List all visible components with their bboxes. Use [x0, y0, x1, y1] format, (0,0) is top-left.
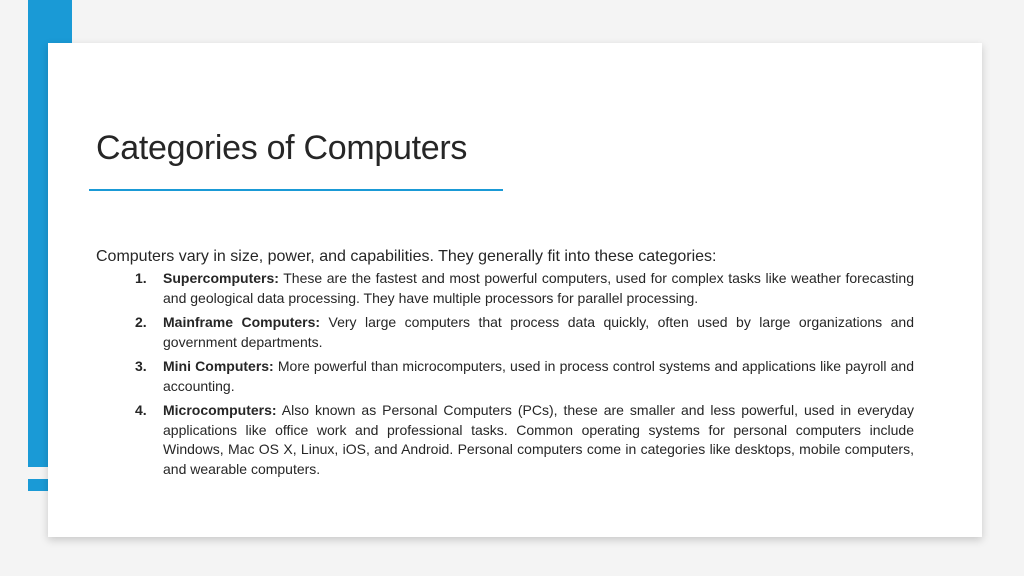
list-number: 1.: [135, 270, 147, 286]
list-description: These are the fastest and most powerful computers, used for complex tasks like weather forecasting and geological data processing. They have multiple processors for parallel processing.: [163, 270, 914, 306]
list-item: [96, 401, 914, 479]
list-item: [96, 269, 914, 308]
list-item: [96, 357, 914, 396]
slide-body: [96, 246, 914, 484]
list-number: 4.: [135, 402, 147, 418]
content-card: [48, 43, 982, 537]
list-term: Mini Computers:: [163, 358, 274, 374]
accent-bar-small: [28, 479, 48, 491]
list-number: 3.: [135, 358, 147, 374]
list-term: Supercomputers:: [163, 270, 279, 286]
list-term: Mainframe Computers:: [163, 314, 321, 330]
list-description: More powerful than microcomputers, used in process control systems and applications like payroll and accounting.: [163, 358, 914, 394]
list-description: Also known as Personal Computers (PCs), these are smaller and less powerful, used in everyday applications like office work and professional tasks. Common operating systems for personal computers include Windows, Mac OS X, Linux, iOS, and Android. Personal computers come in categories like desktops, mobile computers, and wearable computers.: [163, 402, 914, 477]
title-underline: [89, 189, 503, 191]
intro-text: Computers vary in size, power, and capabilities. They generally fit into these categories:: [96, 248, 717, 265]
list-description: Very large computers that process data quickly, often used by large organizations and government departments.: [163, 314, 915, 350]
list-term: Microcomputers:: [163, 402, 277, 418]
category-list: [96, 269, 914, 479]
accent-bar-side: [28, 43, 48, 467]
accent-bar-top: [28, 0, 72, 43]
list-item: [96, 313, 914, 352]
list-number: 2.: [135, 314, 147, 330]
slide-title: Categories of Computers: [96, 129, 468, 167]
